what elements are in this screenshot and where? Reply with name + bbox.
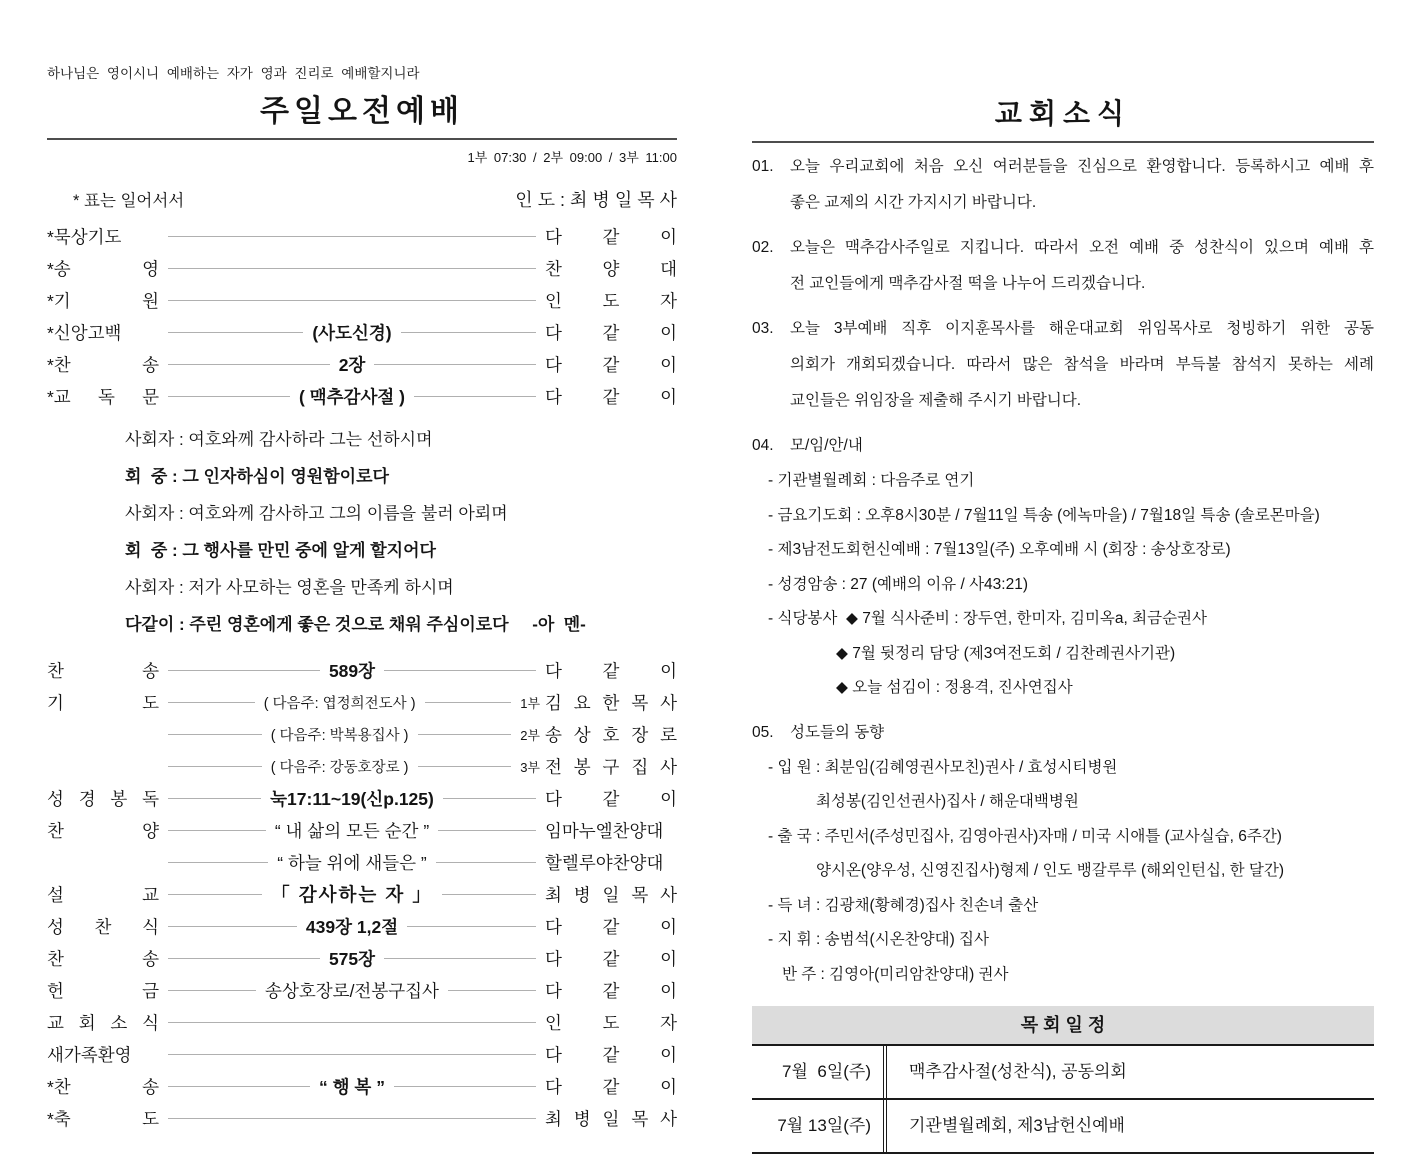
reading-line: 회 중 : 그 행사를 만민 중에 알게 할지어다: [125, 541, 436, 560]
service-item-label: *찬 송: [47, 1076, 159, 1097]
service-center-text: ( 다음주: 강동호장로 ): [270, 759, 409, 776]
notice-item: - 제3남전도회헌신예배 : 7월13일(주) 오후예배 시 (회장 : 송상호장로): [768, 541, 1231, 558]
service-performer: 다 같 이: [545, 788, 678, 809]
notice: [752, 715, 1374, 993]
leader-line: [425, 702, 512, 703]
leader-line: [442, 894, 536, 895]
notice-number: 03.: [752, 320, 774, 337]
service-performer: 찬 양 대: [545, 258, 677, 279]
notice-body: [790, 715, 1374, 751]
notice-item: - 성경암송 : 27 (예배의 이유 / 사43:21): [768, 575, 1029, 593]
worship-title: 주일오전예배: [260, 95, 464, 128]
schedule-date: 7월 6일(주): [752, 1046, 887, 1098]
notice-main: [752, 715, 1374, 751]
service-performer: 다 같 이: [545, 916, 678, 937]
service-center-text: 「 감사하는 자 」: [271, 884, 433, 905]
service-performer: 다 같 이: [545, 386, 677, 407]
news-title: 교회소식: [994, 98, 1132, 129]
service-center-text: (사도신경): [312, 322, 392, 343]
service-item-label: 새가족환영: [47, 1044, 132, 1065]
leader-line: [407, 926, 536, 927]
service-center-text: ( 다음주: 엽정희전도사 ): [263, 695, 416, 712]
service-item-label: 설 교: [47, 884, 159, 905]
notice-body: [790, 428, 1374, 464]
service-performer: 최 병 일 목 사: [545, 1108, 677, 1129]
leader-line: [168, 670, 320, 671]
service-item-label: 헌 금: [47, 980, 159, 1001]
notice: [752, 230, 1374, 302]
leader-line: [168, 798, 261, 799]
worship-order-panel: [47, 62, 677, 1134]
schedule-desc: 맥추감사절(성찬식), 공동의회: [909, 1062, 1127, 1081]
leader-line: [168, 396, 290, 397]
service-item-label: 성 찬 식: [47, 916, 159, 937]
service-center-text: “ 행 복 ”: [319, 1076, 385, 1097]
stand-note: * 표는 일어서서: [73, 192, 185, 210]
order-of-service-top: [47, 220, 677, 412]
service-center-text: 눅17:11~19(신p.125): [270, 788, 434, 809]
schedule-desc: 기관별월례회, 제3남헌신예배: [909, 1116, 1125, 1135]
church-news-panel: [752, 92, 1374, 1154]
leader-line: [168, 1054, 536, 1055]
service-row: [47, 942, 677, 974]
service-row: [47, 252, 677, 284]
leader-line: [168, 894, 262, 895]
service-row: [47, 1006, 677, 1038]
notice-line: 좋은 교제의 시간 가지시기 바랍니다.: [790, 194, 1037, 211]
service-center-text: ( 맥추감사절 ): [299, 386, 405, 407]
service-performer: 다 같 이: [545, 660, 678, 681]
schedule-date: 7월 13일(주): [752, 1100, 887, 1152]
notice-number: 05.: [752, 723, 774, 741]
service-item-label: *기 원: [47, 290, 159, 311]
service-part-label: 3부: [520, 759, 540, 775]
service-row: [47, 910, 677, 942]
service-part-label: 2부: [520, 727, 540, 743]
notice-item: - 기관별월례회 : 다음주로 연기: [768, 472, 975, 489]
notice-item: 최성봉(김인선권사)집사 / 해운대백병원: [816, 793, 1079, 810]
notice-line: 교인들은 위임장을 제출해 주시기 바랍니다.: [790, 392, 1082, 409]
service-row: [47, 220, 677, 252]
leader-line: [168, 766, 262, 767]
news-title-rule: [752, 141, 1374, 143]
service-item-label: 찬 송: [47, 660, 159, 681]
notice-body: [790, 149, 1374, 221]
notice-number: 02.: [752, 239, 774, 256]
title-rule: [47, 138, 677, 140]
service-row: [47, 686, 677, 718]
epigraph-verse: 하나님은 영이시니 예배하는 자가 영과 진리로 예배할지니라: [47, 66, 420, 81]
service-center-text: “ 내 삶의 모든 순간 ”: [274, 820, 430, 841]
schedule-table-title: 목 회 일 정: [752, 1006, 1374, 1044]
notice-item: 반 주 : 김영아(미리암찬양대) 권사: [782, 965, 1009, 983]
notice-number: 01.: [752, 158, 774, 175]
service-performer: 임마누엘찬양대: [545, 820, 664, 841]
leader-line: [168, 702, 255, 703]
service-row: [47, 284, 677, 316]
leader-line: [168, 1022, 536, 1023]
service-center-text: “ 하늘 위에 새들은 ”: [277, 852, 427, 873]
notice-body: [790, 230, 1374, 302]
service-item-label: 교 회 소 식: [47, 1012, 159, 1033]
stand-note-row: [47, 186, 677, 212]
leader-line: [384, 670, 536, 671]
service-item-label: *묵상기도: [47, 226, 122, 247]
leader-line: [168, 926, 297, 927]
service-center-text: 2장: [338, 354, 366, 375]
leader-line: [443, 798, 536, 799]
notice-item: - 득 녀 : 김광채(황혜경)집사 친손녀 출산: [768, 896, 1039, 914]
notice-main: [752, 230, 1374, 302]
reading-line: 사회자 : 여호와께 감사하고 그의 이름을 불러 아뢰며: [125, 504, 508, 523]
service-center-text: ( 다음주: 박복용집사 ): [270, 727, 409, 744]
leader-line: [436, 862, 536, 863]
notice-line: 의회가 개회되겠습니다. 따라서 많은 참석을 바라며 부득불 참석지 못하는 세례: [790, 356, 1374, 373]
service-row: [47, 782, 677, 814]
notice-line: 오늘 3부예배 직후 이지훈목사를 해운대교회 위임목사로 청빙하기 위한 공동: [790, 320, 1374, 337]
service-item-label: 찬 송: [47, 948, 159, 969]
leader-line: [168, 958, 320, 959]
service-item-label: 성 경 봉 독: [47, 788, 159, 809]
reading-line: 회 중 : 그 인자하심이 영원함이로다: [125, 467, 389, 486]
service-performer: 송 상 호 장 로: [545, 724, 677, 745]
service-item-label: *송 영: [47, 258, 159, 279]
service-row: [47, 1070, 677, 1102]
leader-line: [168, 830, 266, 831]
leader-line: [168, 1086, 310, 1087]
service-row: [47, 316, 677, 348]
leader-line: [414, 396, 536, 397]
notice-line: 성도들의 동향: [790, 723, 885, 741]
reading-line: 다같이 : 주린 영혼에게 좋은 것으로 채워 주심이로다 -아 멘-: [125, 615, 586, 634]
service-performer: 김 요 한 목 사: [545, 692, 678, 713]
schedule-table-rows: [752, 1044, 1374, 1152]
notice-line: 모/임/안/내: [790, 437, 863, 454]
service-times: 1부 07:30 / 2부 09:00 / 3부 11:00: [467, 150, 677, 165]
service-performer: 다 같 이: [545, 948, 678, 969]
service-row: [47, 1102, 677, 1134]
service-performer: 다 같 이: [545, 226, 677, 247]
leader-line: [448, 990, 536, 991]
service-row: [47, 348, 677, 380]
service-performer: 전 봉 구 집 사: [545, 756, 677, 777]
service-performer: 인 도 자: [545, 290, 677, 311]
leader-line: [401, 332, 536, 333]
notice: [752, 149, 1374, 221]
service-performer: 할렐루야찬양대: [545, 852, 664, 873]
service-part-label: 1부: [520, 695, 541, 711]
schedule-table: [752, 1006, 1374, 1154]
service-row: [47, 846, 677, 878]
notice: [752, 311, 1374, 419]
notice-line: 전 교인들에게 맥추감사절 떡을 나누어 드리겠습니다.: [790, 275, 1146, 292]
leader-line: [168, 1118, 536, 1119]
notice-main: [752, 311, 1374, 419]
service-center-text: 송상호장로/전봉구집사: [265, 980, 439, 1001]
notice-line: 오늘은 맥추감사주일로 지킵니다. 따라서 오전 예배 중 성찬식이 있으며 예배 후: [790, 239, 1374, 256]
notice-item: - 입 원 : 최분임(김혜영권사모친)권사 / 효성시티병원: [768, 758, 1118, 776]
reading-line: 사회자 : 저가 사모하는 영혼을 만족케 하시며: [125, 578, 454, 597]
service-item-label: *찬 송: [47, 354, 159, 375]
notice-body: [790, 311, 1374, 419]
notice-item: - 출 국 : 주민서(주성민집사, 김영아권사)자매 / 미국 시애틀 (교사실습, 6주간): [768, 827, 1282, 845]
notice-item: 양시온(양우성, 신영진집사)형제 / 인도 뱅갈루루 (해외인턴십, 한 달간): [816, 862, 1284, 879]
notice-items: [752, 751, 1374, 993]
service-row: [47, 750, 677, 782]
service-item-label: *신앙고백: [47, 322, 122, 343]
service-performer: 다 같 이: [545, 354, 678, 375]
schedule-row: [752, 1098, 1374, 1152]
service-leader: 인 도 : 최 병 일 목 사: [515, 190, 677, 210]
leader-line: [168, 862, 268, 863]
leader-line: [394, 1086, 536, 1087]
service-row: [47, 380, 677, 412]
leader-line: [168, 990, 256, 991]
service-row: [47, 1038, 677, 1070]
notice-item: ◆ 오늘 섬김이 : 정용격, 진사연집사: [836, 679, 1073, 696]
service-center-text: 575장: [328, 948, 376, 969]
leader-line: [168, 268, 536, 269]
service-row: [47, 718, 677, 750]
service-row: [47, 814, 677, 846]
leader-line: [374, 364, 536, 365]
service-performer: 인 도 자: [545, 1012, 677, 1033]
notice: [752, 428, 1374, 706]
service-performer: 다 같 이: [545, 1076, 677, 1097]
reading-line: 사회자 : 여호와께 감사하라 그는 선하시며: [125, 430, 433, 449]
order-of-service-bottom: [47, 654, 677, 1134]
notice-line: 오늘 우리교회에 처음 오신 여러분들을 진심으로 환영합니다. 등록하시고 예배 후: [790, 158, 1374, 175]
notice-item: - 금요기도회 : 오후8시30분 / 7월11일 특송 (에녹마을) / 7월18일 특송 (솔로몬마을): [768, 506, 1320, 524]
notice-main: [752, 428, 1374, 464]
notice-items: [752, 464, 1374, 706]
leader-line: [168, 236, 536, 237]
service-row: [47, 974, 677, 1006]
service-row: [47, 654, 677, 686]
service-performer: 최 병 일 목 사: [545, 884, 677, 905]
leader-line: [168, 332, 303, 333]
notice-main: [752, 149, 1374, 221]
service-row: [47, 878, 677, 910]
notice-item: - 식당봉사 ◆ 7월 식사준비 : 장두연, 한미자, 김미옥a, 최금순권사: [768, 610, 1207, 627]
service-center-text: 589장: [328, 660, 376, 681]
service-item-label: 찬 양: [47, 820, 159, 841]
leader-line: [384, 958, 536, 959]
leader-line: [438, 830, 536, 831]
notice-number: 04.: [752, 437, 774, 454]
service-performer: 다 같 이: [545, 980, 678, 1001]
leader-line: [418, 766, 512, 767]
notice-item: - 지 휘 : 송범석(시온찬양대) 집사: [768, 931, 990, 948]
news-notices: [752, 149, 1374, 992]
leader-line: [418, 734, 512, 735]
notice-item: ◆ 7월 뒷정리 담당 (제3여전도회 / 김찬례권사기관): [836, 644, 1176, 662]
leader-line: [168, 364, 330, 365]
service-center-text: 439장 1,2절: [305, 916, 399, 937]
schedule-row: [752, 1044, 1374, 1098]
leader-line: [168, 734, 262, 735]
service-item-label: *교 독 문: [47, 386, 159, 407]
responsive-reading: [125, 421, 677, 643]
service-item-label: *축 도: [47, 1108, 159, 1129]
service-performer: 다 같 이: [545, 322, 677, 343]
service-performer: 다 같 이: [545, 1044, 677, 1065]
leader-line: [168, 300, 536, 301]
service-item-label: 기 도: [47, 692, 159, 713]
